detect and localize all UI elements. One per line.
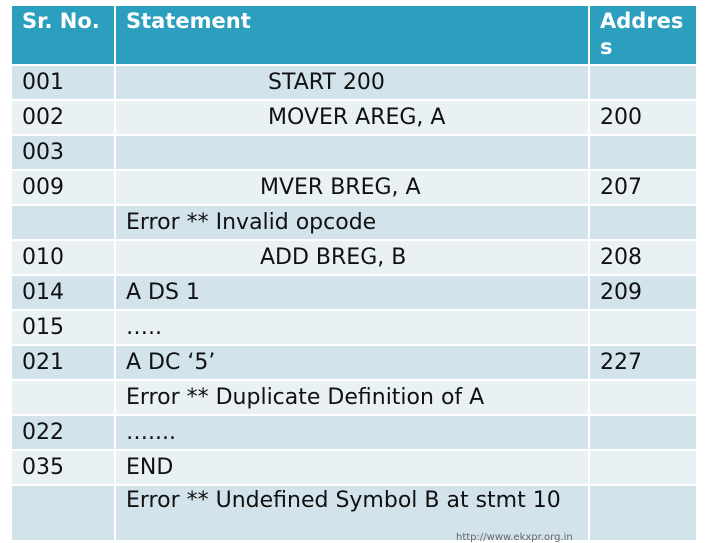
sr-no-cell: 035	[11, 450, 115, 485]
address-cell: 227	[589, 345, 697, 380]
statement-cell: ADD BREG, B	[115, 240, 589, 275]
sr-no-cell: 014	[11, 275, 115, 310]
table-row	[11, 275, 697, 310]
statement-cell: A DS 1	[115, 275, 589, 310]
sr-no-cell: 003	[11, 135, 115, 170]
table-row	[11, 345, 697, 380]
sr-no-cell: 022	[11, 415, 115, 450]
address-cell: 208	[589, 240, 697, 275]
statement-cell: END	[115, 450, 589, 485]
table-row	[11, 135, 697, 170]
sr-no-cell	[11, 380, 115, 415]
sr-no-cell: 010	[11, 240, 115, 275]
statement-cell: START 200	[115, 65, 589, 100]
table-row	[11, 450, 697, 485]
table-row	[11, 240, 697, 275]
address-cell	[589, 310, 697, 345]
table-row	[11, 415, 697, 450]
error-message: Error ** Undefined Symbol B at stmt 10	[115, 485, 589, 541]
statement-cell: A DC ‘5’	[115, 345, 589, 380]
address-cell: 200	[589, 100, 697, 135]
sr-no-cell: 001	[11, 65, 115, 100]
table-row-error	[11, 380, 697, 415]
table-header-row	[11, 5, 697, 65]
table-row	[11, 100, 697, 135]
address-cell	[589, 450, 697, 485]
table-row-error	[11, 485, 697, 541]
sr-no-cell: 009	[11, 170, 115, 205]
header-sr-no: Sr. No.	[11, 5, 115, 65]
address-cell	[589, 380, 697, 415]
address-cell: 209	[589, 275, 697, 310]
statement-cell: …..	[115, 310, 589, 345]
sr-no-cell: 015	[11, 310, 115, 345]
table-row	[11, 310, 697, 345]
table-row-error	[11, 205, 697, 240]
table-row	[11, 170, 697, 205]
footer-url: http://www.ekxpr.org.in	[456, 532, 573, 543]
address-cell: 207	[589, 170, 697, 205]
address-cell	[589, 135, 697, 170]
table-row	[11, 65, 697, 100]
error-message: Error ** Invalid opcode	[115, 205, 589, 240]
address-cell	[589, 485, 697, 541]
address-cell	[589, 65, 697, 100]
address-cell	[589, 205, 697, 240]
sr-no-cell	[11, 205, 115, 240]
sr-no-cell: 002	[11, 100, 115, 135]
header-statement: Statement	[115, 5, 589, 65]
statement-table	[10, 4, 698, 542]
statement-cell: MOVER AREG, A	[115, 100, 589, 135]
address-cell	[589, 415, 697, 450]
error-message: Error ** Duplicate Definition of A	[115, 380, 589, 415]
statement-cell: …....	[115, 415, 589, 450]
sr-no-cell: 021	[11, 345, 115, 380]
statement-cell	[115, 135, 589, 170]
statement-cell: MVER BREG, A	[115, 170, 589, 205]
sr-no-cell	[11, 485, 115, 541]
header-address: Addres s	[589, 5, 697, 65]
